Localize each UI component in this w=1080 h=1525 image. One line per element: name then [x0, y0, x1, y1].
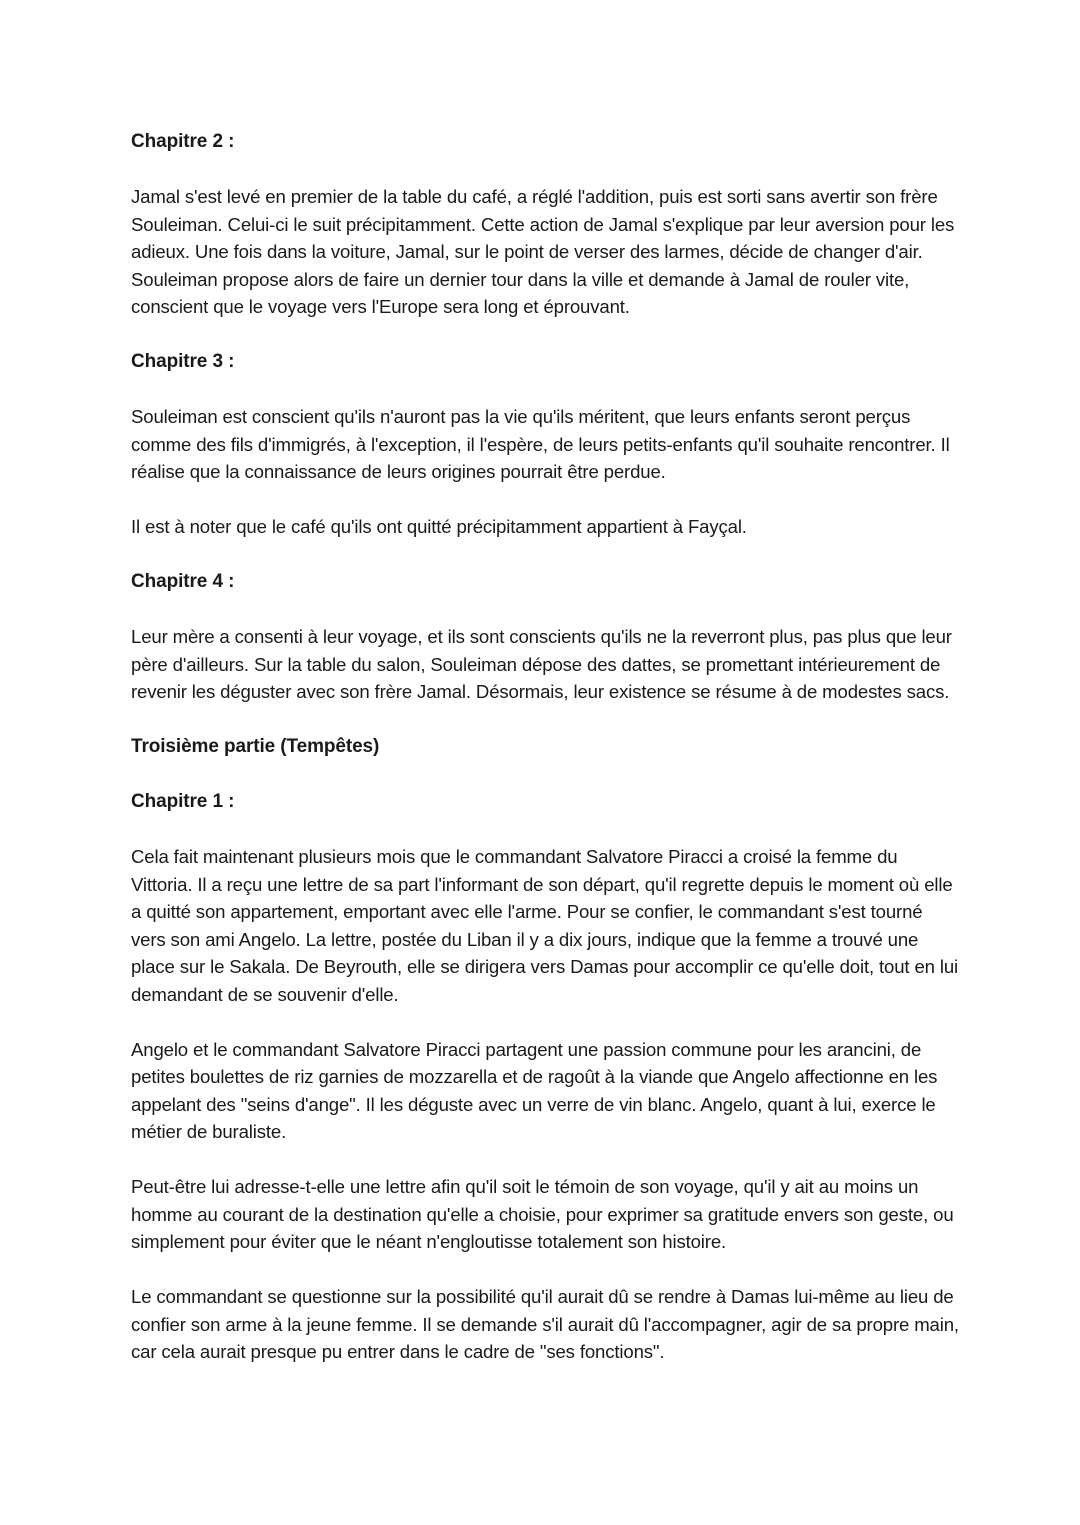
paragraph-chapitre-3-2: Il est à noter que le café qu'ils ont quitté précipitamment appartient à Fayçal. [131, 516, 747, 537]
heading-chapitre-4: Chapitre 4 : [131, 571, 235, 592]
paragraph-chapitre-1-1: Cela fait maintenant plusieurs mois que le commandant Salvatore Piracci a croisé la femme du Vittoria. Il a reçu une lettre de sa part l'informant de son départ, qu'il regrette depuis le moment où elle a quitté son appartement, emportant avec elle l'arme. Pour se confier, le commandant s'est tourné vers son ami Angelo. La lettre, postée du Liban il y a dix jours, indique que la femme a trouvé une place sur le Sakala. De Beyrouth, elle se dirigera vers Damas pour accomplir ce qu'elle doit, tout en lui demandant de se souvenir d'elle. [131, 846, 959, 1005]
paragraph-chapitre-2: Jamal s'est levé en premier de la table du café, a réglé l'addition, puis est sorti sans avertir son frère Souleiman. Celui-ci le suit précipitamment. Cette action de Jamal s'explique par leur aversion pour les adieux. Une fois dans la voiture, Jamal, sur le point de verser des larmes, décide de changer d'air. Souleiman propose alors de faire un dernier tour dans la ville et demande à Jamal de rouler vite, conscient que le voyage vers l'Europe sera long et éprouvant. [131, 186, 955, 317]
document-page [131, 128, 961, 1393]
paragraph-chapitre-3-1: Souleiman est conscient qu'ils n'auront pas la vie qu'ils méritent, que leurs enfants seront perçus comme des fils d'immigrés, à l'exception, il l'espère, de leurs petits-enfants qu'il souhaite rencontrer. Il réalise que la connaissance de leurs origines pourrait être perdue. [131, 406, 950, 482]
paragraph-chapitre-1-2: Angelo et le commandant Salvatore Piracci partagent une passion commune pour les arancini, de petites boulettes de riz garnies de mozzarella et de ragoût à la viande que Angelo affectionne en les appelant des "seins d'ange". Il les déguste avec un verre de vin blanc. Angelo, quant à lui, exerce le métier de buraliste. [131, 1038, 938, 1142]
paragraph-chapitre-4: Leur mère a consenti à leur voyage, et ils sont conscients qu'ils ne la reverront plus, pas plus que leur père d'ailleurs. Sur la table du salon, Souleiman dépose des dattes, se promettant intérieurement de revenir les déguster avec son frère Jamal. Désormais, leur existence se résume à de modestes sacs. [131, 626, 952, 702]
paragraph-chapitre-1-4: Le commandant se questionne sur la possibilité qu'il aurait dû se rendre à Damas lui-même au lieu de confier son arme à la jeune femme. Il se demande s'il aurait dû l'accompagner, agir de sa propre main, car cela aurait presque pu entrer dans le cadre de "ses fonctions". [131, 1286, 959, 1362]
paragraph-chapitre-1-3: Peut-être lui adresse-t-elle une lettre afin qu'il soit le témoin de son voyage, qu'il y ait au moins un homme au courant de la destination qu'elle a choisie, pour exprimer sa gratitude envers son geste, ou simplement pour éviter que le néant n'engloutisse totalement son histoire. [131, 1176, 954, 1252]
heading-troisieme-partie: Troisième partie (Tempêtes) [131, 736, 380, 757]
heading-chapitre-1: Chapitre 1 : [131, 791, 235, 812]
heading-chapitre-2: Chapitre 2 : [131, 131, 235, 152]
heading-chapitre-3: Chapitre 3 : [131, 351, 235, 372]
